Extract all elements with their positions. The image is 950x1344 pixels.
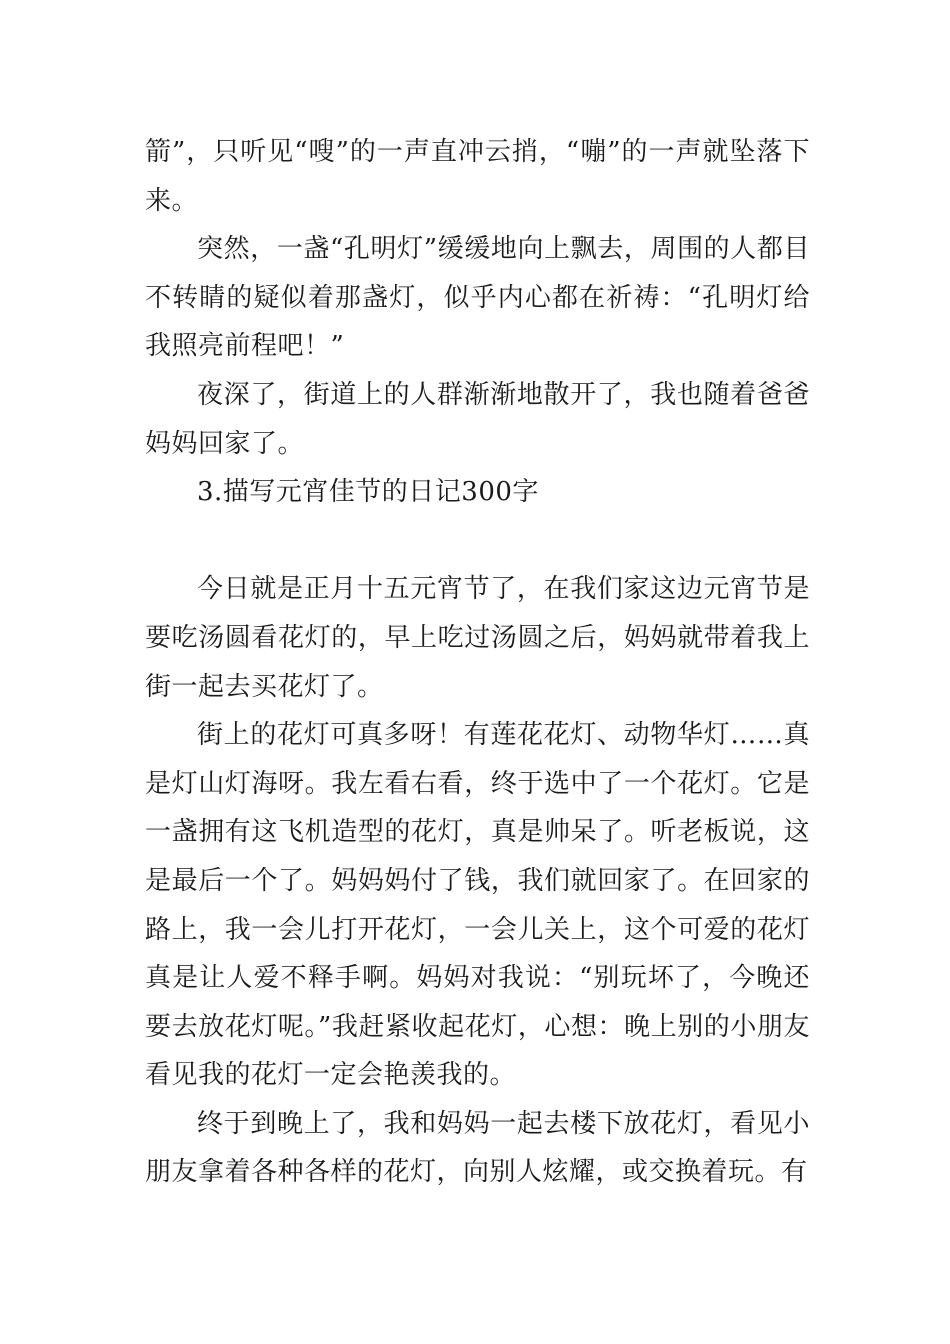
section-spacer bbox=[145, 517, 810, 566]
section-heading: 3.描写元宵佳节的日记300字 bbox=[197, 477, 539, 508]
paragraph-continuation: 箭”，只听见“嗖”的一声直冲云捎，“嘣”的一声就坠落下来。 bbox=[145, 137, 810, 216]
paragraph-lantern-festival-intro: 今日就是正月十五元宵节了，在我们家这边元宵节是要吃汤圆看花灯的，早上吃过汤圆之后，妈妈就带着我上街一起去买花灯了。 bbox=[145, 574, 810, 702]
paragraph-night-return: 夜深了，街道上的人群渐渐地散开了，我也随着爸爸妈妈回家了。 bbox=[145, 379, 810, 459]
paragraph-evening: 终于到晚上了，我和妈妈一起去楼下放花灯，看见小朋友拿着各种各样的花灯，向别人炫耀，或交换着玩。有 bbox=[145, 1108, 810, 1188]
paragraph-buying-lantern: 街上的花灯可真多呀！有莲花花灯、动物华灯……真是灯山灯海呀。我左看右看，终于选中了一个花灯。它是一盏拥有这飞机造型的花灯，真是帅呆了。听老板说，这是最后一个了。妈妈妈付了钱，我们就回家了。在回家的路上，我一会儿打开花灯，一会儿关上，这个可爱的花灯真是让人爱不释手啊。妈妈对我说：“别玩坏了，今晚还要去放花灯呢。”我赶紧收起花灯，心想：晚上别的小朋友看见我的花灯一定会艳羡我的。 bbox=[145, 720, 810, 1091]
paragraph-kongming-lantern: 突然，一盏“孔明灯”缓缓地向上飘去，周围的人都目不转睛的疑似着那盏灯，似乎内心都在祈祷：“孔明灯给我照亮前程吧！” bbox=[145, 234, 810, 362]
document-body bbox=[145, 128, 810, 1197]
